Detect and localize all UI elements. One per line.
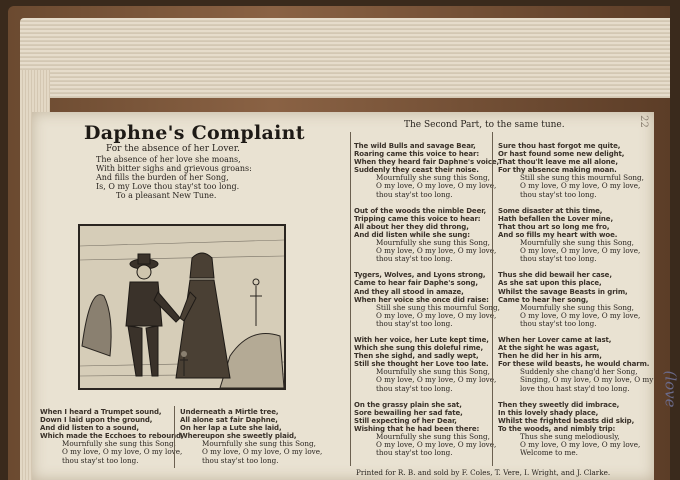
refrain-line: Mournfully she sung this Song, (62, 439, 176, 449)
verse-line: Tripping came this voice to hear: (354, 214, 481, 223)
verse-line: Then she sighd, and sadly wept, (354, 352, 479, 361)
verse-line: Some disaster at this time, (498, 206, 603, 215)
refrain-line: thou stay'st too long. (520, 318, 597, 328)
refrain-line: love thou hast stay'd too long. (520, 383, 630, 393)
refrain-line: O my love, O my love, O my love, (376, 375, 497, 385)
verse-line: Still she thought her Love too late. (354, 360, 489, 369)
refrain-line: Mournfully she sung this Song, (376, 432, 490, 441)
verse-line: Whereupon she sweetly plaid, (180, 432, 297, 441)
verse-line: Tygers, Wolves, and Lyons strong, (354, 271, 486, 280)
refrain-line: O my love, O my love, O my love, (520, 181, 641, 191)
verse-line: Which made the Ecchoes to rebound, (40, 432, 184, 441)
verse-line: With her voice, her Lute kept time, (354, 335, 489, 344)
refrain-line: Singing, O my love, O my love, O my (520, 375, 654, 385)
verse-line: When I heard a Trumpet sound, (40, 408, 162, 416)
refrain-line: Welcome to me. (520, 448, 578, 458)
page-edges-top (20, 18, 670, 98)
column-rule-2 (350, 132, 351, 466)
refrain-line: thou stay'st too long. (376, 189, 453, 199)
stanza (354, 271, 500, 328)
refrain-line: Still she sung this mournful Song, (376, 302, 500, 312)
subtitle-line: To a pleasant New Tune. (116, 191, 217, 200)
verse-line: Out of the woods the nimble Deer, (354, 206, 487, 215)
refrain-line: Mournfully she sung this Song, (520, 238, 634, 248)
verse-line: On her lap a Lute she laid, (180, 424, 282, 433)
subtitle-line: For the absence of her Lover. (106, 144, 240, 154)
broadside-page (32, 112, 680, 480)
verse-line: Wishing that he had been there: (354, 424, 480, 433)
verse-line: To the woods, and nimbly trip: (498, 424, 616, 433)
subtitle-line: The absence of her love she moans, (96, 155, 241, 164)
verse-line: Roaring came this voice to hear: (354, 150, 480, 159)
subtitle-line: With bitter sighs and grievous groans: (96, 164, 252, 173)
stanza-column-3 (354, 142, 500, 465)
verse-line: Or hast found some new delight, (498, 150, 625, 159)
stanza (354, 206, 497, 264)
stanza (354, 400, 497, 458)
refrain-line: O my love, O my love, O my love, (62, 447, 183, 457)
printer-imprint: Printed for R. B. and sold by F. Coles, T. Vere, I. Wright, and J. Clarke. (356, 468, 611, 477)
verse-line: Whilst the savage Beasts in grim, (498, 287, 628, 296)
column-rule-1 (174, 406, 175, 468)
verse-line: Down I laid upon the ground, (40, 416, 153, 425)
refrain-line: thou stay'st too long. (376, 448, 453, 458)
verse-line: Sure thou hast forgot me quite, (498, 142, 621, 150)
subtitle-line: And fills the burden of her Song, (96, 173, 229, 182)
handwritten-note: (love (661, 370, 680, 408)
refrain-line: O my love, O my love, O my love, (376, 246, 497, 256)
verse-line: Underneath a Mirtle tree, (180, 408, 279, 416)
stanza (498, 207, 648, 264)
stanza (180, 408, 323, 465)
column-rule-3 (492, 132, 493, 466)
verse-line: Sore bewailing her sad fate, (354, 408, 463, 417)
verse-line: Suddenly they ceast their noise. (354, 166, 479, 175)
verse-line: Then they sweetly did imbrace, (498, 400, 620, 409)
verse-line: Hath befallen the Lover mine, (498, 214, 614, 223)
refrain-line: Mournfully she sung this Song, (376, 173, 490, 183)
woodcut-illustration (78, 224, 286, 390)
verse-line: When her voice she once did raise: (354, 295, 489, 304)
verse-line: The wild Bulls and savage Bear, (354, 142, 476, 150)
verse-line: Still expecting of her Dear, (354, 416, 457, 425)
ballad-title: Daphne's Complaint (84, 122, 305, 144)
refrain-line: O my love, O my love, O my love, (376, 181, 497, 191)
verse-line: Thus she did bewail her case, (498, 271, 612, 280)
verse-line: And so fills my heart with woe. (498, 230, 618, 239)
page-number: 22 (638, 115, 650, 128)
second-part-heading: The Second Part, to the same tune. (404, 120, 565, 130)
refrain-line: thou stay'st too long. (376, 383, 453, 393)
refrain-line: O my love, O my love, O my love, (520, 246, 641, 256)
verse-line: For these wild beasts, he would charm. (498, 360, 650, 369)
refrain-line: Suddenly she chang'd her Song, (520, 367, 638, 377)
refrain-line: Mournfully she sung this Song, (376, 238, 490, 248)
refrain-line: O my love, O my love, O my love, (376, 440, 497, 450)
verse-line: For thy absence making moan. (498, 166, 617, 175)
refrain-line: O my love, O my love, O my love, (202, 447, 323, 457)
verse-line: And did listen while she sung: (354, 230, 470, 239)
verse-line: On the grassy plain she sat, (354, 400, 462, 409)
verse-line: Came to hear fair Daphe's song, (354, 279, 478, 288)
verse-line: At the sight he was agast, (498, 344, 600, 353)
stanza (498, 271, 648, 328)
stanza-column-1 (40, 408, 184, 473)
refrain-line: thou stay'st too long. (376, 254, 453, 264)
stanza (354, 335, 497, 393)
subtitle-line: Is, O my Love thou stay'st too long. (96, 182, 240, 191)
stanza (40, 408, 184, 465)
verse-line: As she sat upon this place, (498, 279, 602, 288)
verse-line: Came to hear her song, (498, 295, 589, 304)
refrain-line: thou stay'st too long. (520, 254, 597, 264)
verse-line: Then he did her in his arm, (498, 352, 602, 361)
refrain-line: thou stay'st too long. (62, 455, 139, 465)
verse-line: Which she sung this doleful rime, (354, 344, 484, 353)
stanza (498, 142, 648, 199)
refrain-line: Mournfully she sung this Song, (376, 367, 490, 377)
refrain-line: thou stay'st too long. (376, 318, 453, 328)
stanza (498, 401, 648, 458)
stanza-column-2 (180, 408, 323, 473)
verse-line: All alone sat fair Daphne, (180, 416, 278, 425)
verse-line: That thou'lt leave me all alone, (498, 158, 618, 167)
refrain-line: O my love, O my love, O my love, (520, 310, 641, 320)
refrain-line: Mournfully she sung this Song, (520, 302, 634, 312)
verse-line: All about her they did throng, (354, 222, 469, 231)
verse-line: Whilst the frighted beasts did skip, (498, 416, 635, 425)
verse-line: When they heard fair Daphne's voice, (354, 158, 500, 167)
verse-line: That thou art so long me fro, (498, 222, 610, 231)
stanza (498, 335, 654, 393)
verse-line: And did listen to a sound, (40, 424, 139, 433)
refrain-line: Still she sung this mournful Song, (520, 173, 644, 183)
refrain-line: Mournfully she sung this Song, (202, 439, 316, 449)
verse-line: When her Lover came at last, (498, 335, 612, 344)
refrain-line: thou stay'st too long. (202, 455, 279, 465)
refrain-line: Thus she sung melodiously, (520, 432, 620, 441)
refrain-line: O my love, O my love, O my love, (520, 440, 641, 450)
refrain-line: thou stay'st too long. (520, 189, 597, 199)
stanza (354, 142, 500, 199)
stanza-column-4 (498, 142, 654, 465)
refrain-line: O my love, O my love, O my love, (376, 310, 497, 320)
verse-line: And they all stood in amaze, (354, 287, 464, 296)
woodcut-couple-icon (80, 226, 284, 388)
verse-line: In this lovely shady place, (498, 408, 599, 417)
